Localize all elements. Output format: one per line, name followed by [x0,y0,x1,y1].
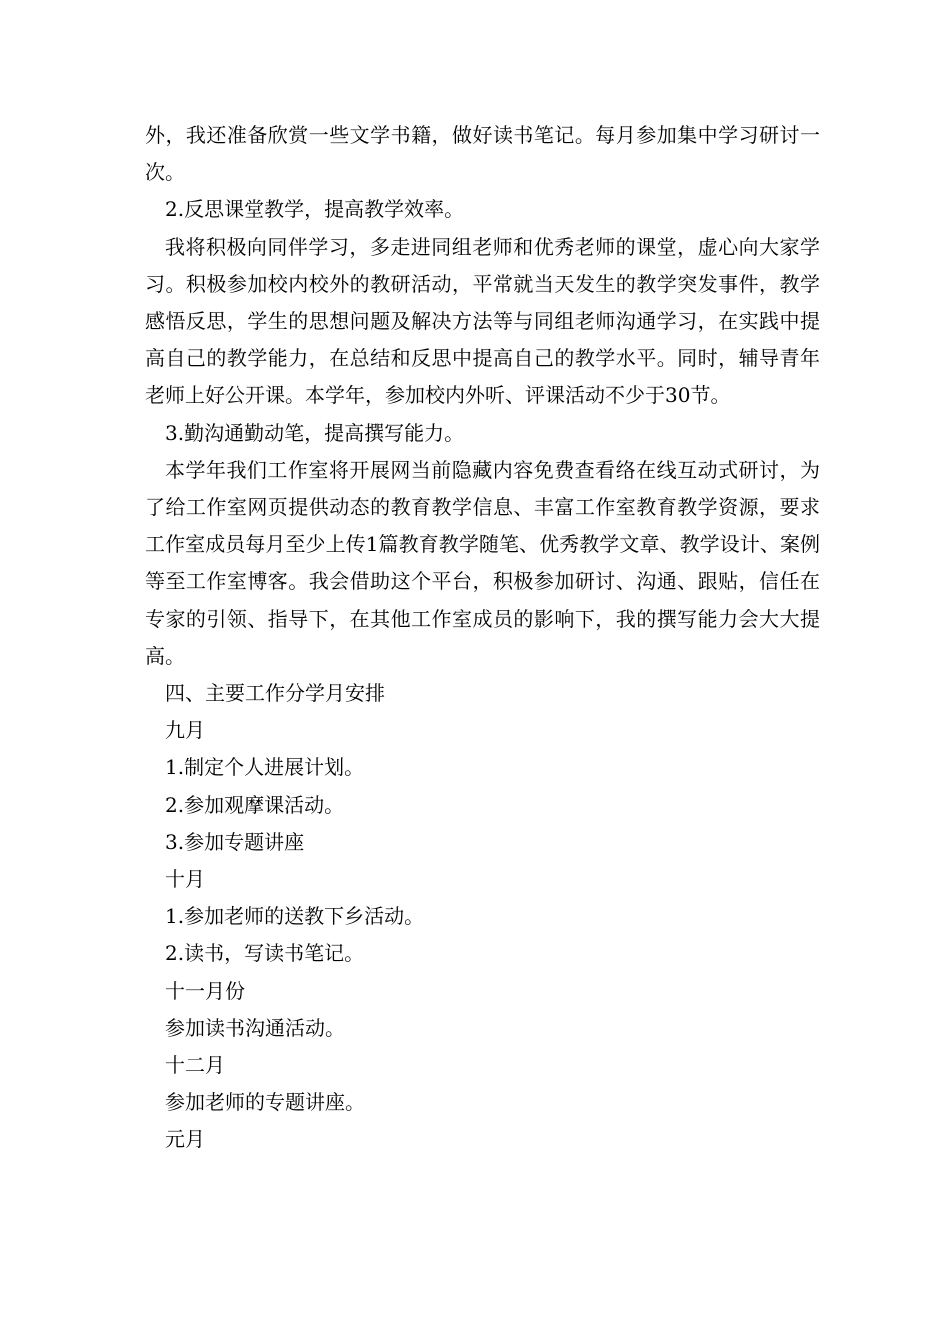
list-item: 2.读书，写读书笔记。 [165,941,365,966]
month-october: 十月 [165,867,205,892]
paragraph-3: 我将积极向同伴学习，多走进同组老师和优秀老师的课堂，虚心向大家学习。积极参加校内校外的教研活动，平常就当天发生的教学突发事件，教学感悟反思，学生的思想问题及解决方法等与同组老师沟通学习，在实践中提高自己的教学能力，在总结和反思中提高自己的教学水平。同时，辅导青年老师上好公开课。本学年，参加校内外听、评课活动不少于30节。 [145,234,820,408]
list-item: 1.制定个人进展计划。 [165,755,365,780]
month-january: 元月 [165,1127,205,1152]
section-heading-schedule: 四、主要工作分学月安排 [165,681,385,706]
month-september: 九月 [165,718,205,743]
list-item: 3.参加专题讲座 [165,829,305,854]
month-december: 十二月 [165,1053,225,1078]
paragraph-5: 本学年我们工作室将开展网当前隐藏内容免费查看络在线互动式研讨，为了给工作室网页提供动态的教育教学信息、丰富工作室教育教学资源，要求工作室成员每月至少上传1篇教育教学随笔、优秀教学文章、教学设计、案例等至工作室博客。我会借助这个平台，积极参加研讨、沟通、跟贴，信任在专家的引领、指导下，在其他工作室成员的影响下，我的撰写能力会大大提高。 [145,457,820,668]
list-item: 2.参加观摩课活动。 [165,792,345,817]
list-item: 参加读书沟通活动。 [165,1015,345,1040]
list-item: 1.参加老师的送教下乡活动。 [165,904,425,929]
list-item: 参加老师的专题讲座。 [165,1090,365,1115]
paragraph-1: 外，我还准备欣赏一些文学书籍，做好读书笔记。每月参加集中学习研讨一次。 [145,123,820,185]
document-body [145,117,820,1159]
month-november: 十一月份 [165,978,245,1003]
paragraph-2-heading: 2.反思课堂教学，提高教学效率。 [165,197,465,222]
paragraph-4-heading: 3.勤沟通勤动笔，提高撰写能力。 [165,420,465,445]
